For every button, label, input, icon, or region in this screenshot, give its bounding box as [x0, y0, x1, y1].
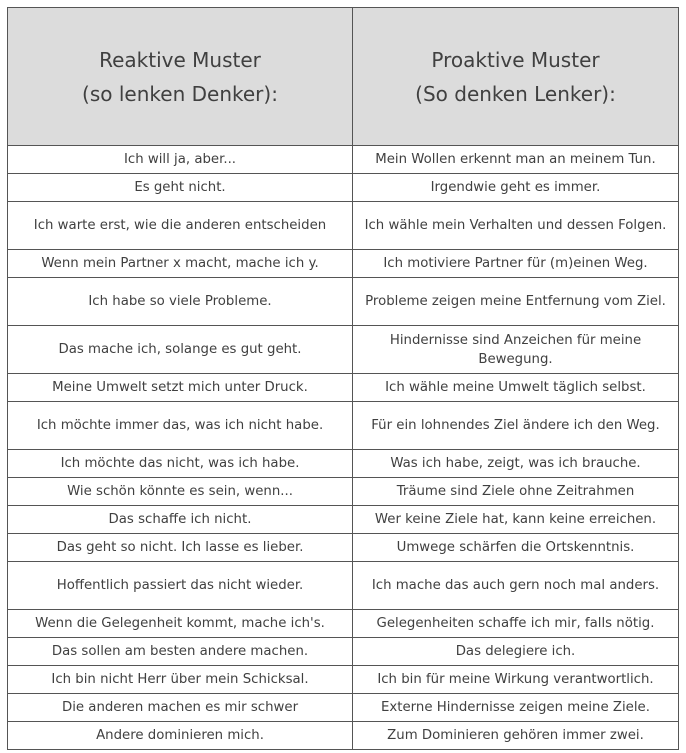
reactive-cell: Es geht nicht.	[8, 174, 353, 202]
table-row	[8, 450, 679, 478]
proactive-cell: Ich wähle meine Umwelt täglich selbst.	[353, 374, 679, 402]
proactive-cell: Zum Dominieren gehören immer zwei.	[353, 722, 679, 750]
header-reactive	[8, 8, 353, 146]
table-row	[8, 326, 679, 374]
proactive-cell: Ich mache das auch gern noch mal anders.	[353, 562, 679, 610]
table-row	[8, 402, 679, 450]
reactive-cell: Ich möchte immer das, was ich nicht habe.	[8, 402, 353, 450]
reactive-cell: Das geht so nicht. Ich lasse es lieber.	[8, 534, 353, 562]
proactive-cell: Ich motiviere Partner für (m)einen Weg.	[353, 250, 679, 278]
reactive-cell: Andere dominieren mich.	[8, 722, 353, 750]
header-proactive	[353, 8, 679, 146]
reactive-cell: Ich warte erst, wie die anderen entscheiden	[8, 202, 353, 250]
table-row	[8, 250, 679, 278]
table-row	[8, 278, 679, 326]
reactive-cell: Hoffentlich passiert das nicht wieder.	[8, 562, 353, 610]
comparison-table-container	[7, 7, 679, 750]
proactive-cell: Was ich habe, zeigt, was ich brauche.	[353, 450, 679, 478]
reactive-cell: Das mache ich, solange es gut geht.	[8, 326, 353, 374]
header-row	[8, 8, 679, 146]
comparison-table	[7, 7, 679, 750]
table-row	[8, 146, 679, 174]
reactive-cell: Das schaffe ich nicht.	[8, 506, 353, 534]
reactive-cell: Meine Umwelt setzt mich unter Druck.	[8, 374, 353, 402]
reactive-cell: Wie schön könnte es sein, wenn...	[8, 478, 353, 506]
reactive-cell: Ich habe so viele Probleme.	[8, 278, 353, 326]
table-row	[8, 506, 679, 534]
reactive-cell: Die anderen machen es mir schwer	[8, 694, 353, 722]
reactive-cell: Wenn mein Partner x macht, mache ich y.	[8, 250, 353, 278]
table-row	[8, 610, 679, 638]
reactive-cell: Ich will ja, aber...	[8, 146, 353, 174]
proactive-cell: Gelegenheiten schaffe ich mir, falls nötig.	[353, 610, 679, 638]
proactive-cell: Ich wähle mein Verhalten und dessen Folgen.	[353, 202, 679, 250]
table-row	[8, 722, 679, 750]
table-row	[8, 562, 679, 610]
table-row	[8, 174, 679, 202]
reactive-cell: Wenn die Gelegenheit kommt, mache ich's.	[8, 610, 353, 638]
table-row	[8, 478, 679, 506]
proactive-cell: Ich bin für meine Wirkung verantwortlich.	[353, 666, 679, 694]
reactive-cell: Ich bin nicht Herr über mein Schicksal.	[8, 666, 353, 694]
table-row	[8, 374, 679, 402]
header-reactive-line1: Reaktive Muster	[99, 47, 261, 72]
proactive-cell: Externe Hindernisse zeigen meine Ziele.	[353, 694, 679, 722]
header-proactive-line1: Proaktive Muster	[431, 47, 600, 72]
proactive-cell: Probleme zeigen meine Entfernung vom Ziel.	[353, 278, 679, 326]
reactive-cell: Ich möchte das nicht, was ich habe.	[8, 450, 353, 478]
table-row	[8, 202, 679, 250]
table-row	[8, 694, 679, 722]
table-row	[8, 666, 679, 694]
proactive-cell: Das delegiere ich.	[353, 638, 679, 666]
table-row	[8, 638, 679, 666]
proactive-cell: Träume sind Ziele ohne Zeitrahmen	[353, 478, 679, 506]
header-reactive-line2: (so lenken Denker):	[82, 81, 278, 106]
proactive-cell: Für ein lohnendes Ziel ändere ich den Weg.	[353, 402, 679, 450]
proactive-cell: Hindernisse sind Anzeichen für meine Bewegung.	[353, 326, 679, 374]
proactive-cell: Wer keine Ziele hat, kann keine erreichen.	[353, 506, 679, 534]
reactive-cell: Das sollen am besten andere machen.	[8, 638, 353, 666]
proactive-cell: Umwege schärfen die Ortskenntnis.	[353, 534, 679, 562]
table-row	[8, 534, 679, 562]
proactive-cell: Mein Wollen erkennt man an meinem Tun.	[353, 146, 679, 174]
header-proactive-line2: (So denken Lenker):	[415, 81, 616, 106]
proactive-cell: Irgendwie geht es immer.	[353, 174, 679, 202]
